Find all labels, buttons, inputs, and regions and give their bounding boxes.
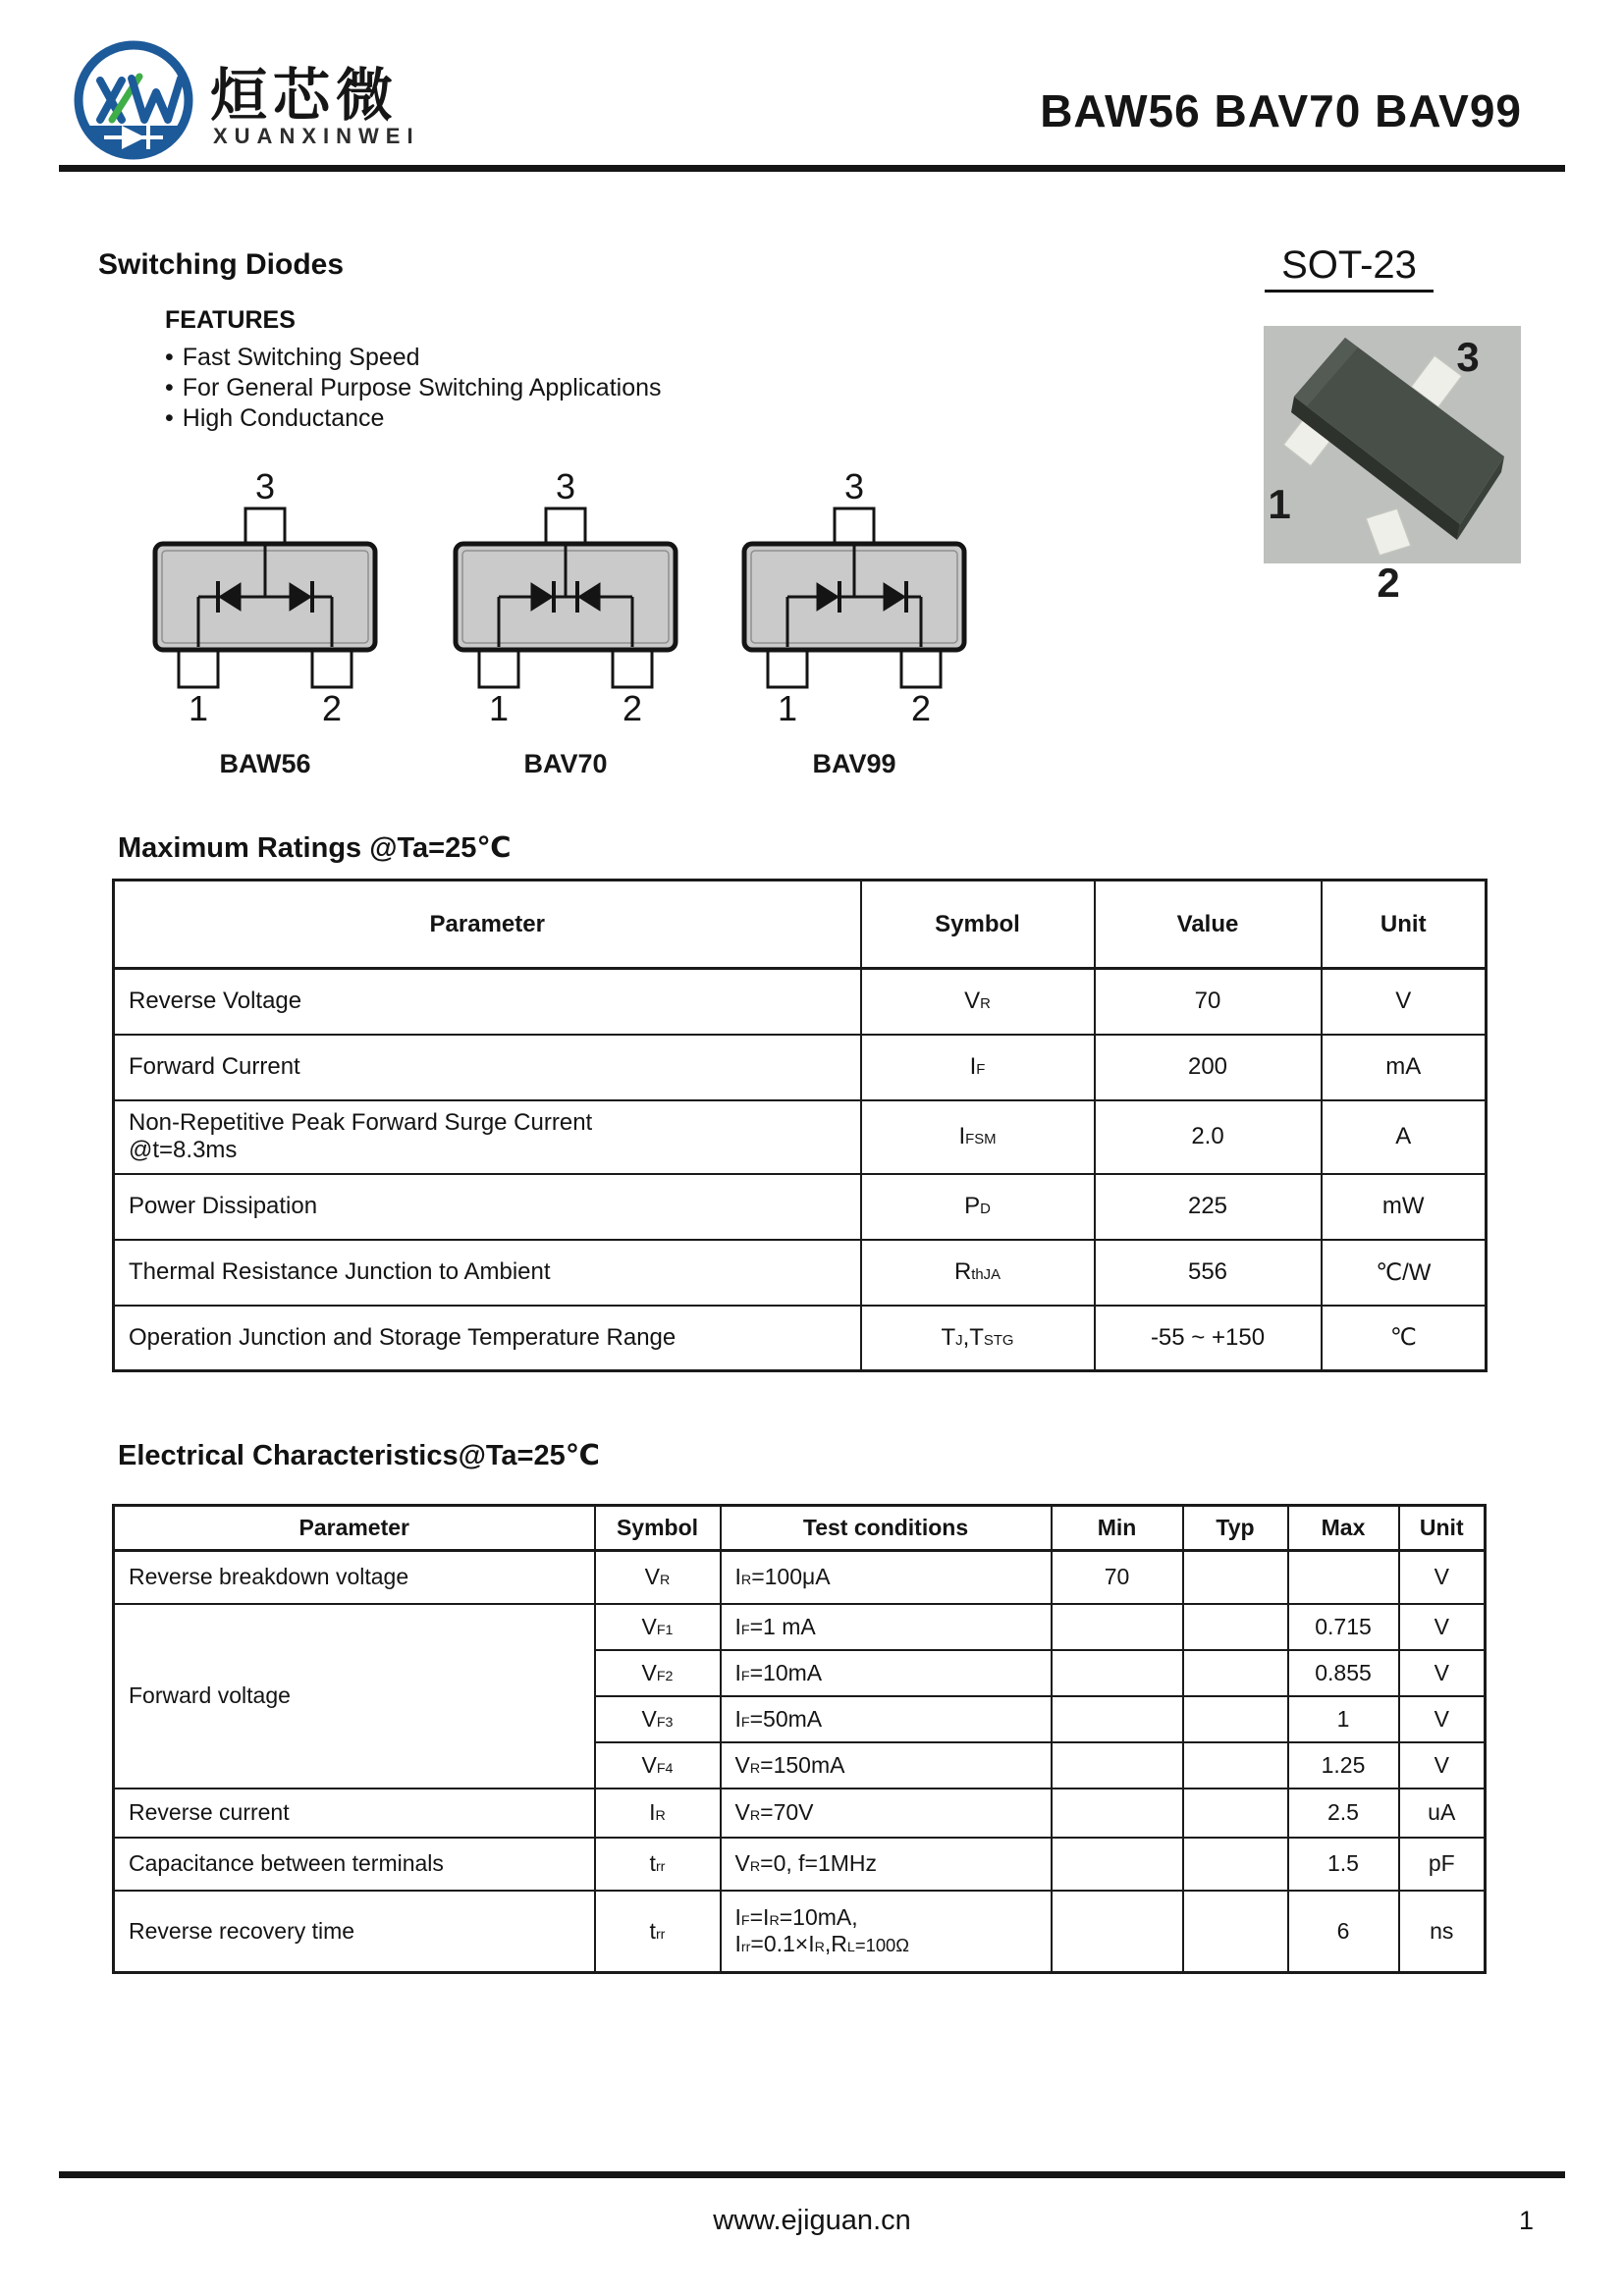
cell-test-conditions: VR=150mA xyxy=(721,1742,1052,1789)
page-number: 1 xyxy=(1518,2206,1534,2235)
cell-unit: mW xyxy=(1322,1174,1487,1240)
table-row xyxy=(114,1838,1486,1891)
electrical-heading: Electrical Characteristics@Ta=25℃ xyxy=(118,1440,600,1471)
cell-test-conditions: VR=70V xyxy=(721,1789,1052,1838)
pin2-tab xyxy=(312,648,352,687)
cell-unit: mA xyxy=(1322,1035,1487,1100)
condition-line2: Irr=0.1×IR,RL=100Ω xyxy=(734,1931,910,1957)
cell-symbol: VF3 xyxy=(595,1696,721,1742)
pin2-label: 2 xyxy=(321,688,343,728)
cell-parameter: Power Dissipation xyxy=(114,1174,861,1240)
features-title: FEATURES xyxy=(165,306,296,334)
cell-symbol: IR xyxy=(595,1789,721,1838)
col-value: Value xyxy=(1095,881,1322,969)
cell-symbol: trr xyxy=(595,1838,721,1891)
col-max: Max xyxy=(1288,1506,1399,1551)
cell-parameter: Reverse Voltage xyxy=(114,969,861,1035)
feature-item xyxy=(165,343,662,373)
footer-rule xyxy=(59,2171,1565,2178)
col-symbol: Symbol xyxy=(861,881,1095,969)
cell-unit: V xyxy=(1399,1742,1486,1789)
cell-min: 70 xyxy=(1052,1551,1183,1604)
cell-parameter: Thermal Resistance Junction to Ambient xyxy=(114,1240,861,1306)
feature-item xyxy=(165,373,662,403)
table-row xyxy=(114,1100,1487,1174)
cell-typ xyxy=(1183,1604,1288,1650)
pin1-label: 1 xyxy=(488,688,510,728)
col-unit: Unit xyxy=(1399,1506,1486,1551)
col-min: Min xyxy=(1052,1506,1183,1551)
diagram-bav99 xyxy=(736,469,972,779)
cell-typ xyxy=(1183,1650,1288,1696)
pin1-tab xyxy=(479,648,518,687)
package-name-label: SOT-23 xyxy=(1265,243,1434,293)
col-symbol: Symbol xyxy=(595,1506,721,1551)
bullet-icon: • xyxy=(165,374,174,401)
cell-min xyxy=(1052,1838,1183,1891)
cell-unit: pF xyxy=(1399,1838,1486,1891)
cell-value: 2.0 xyxy=(1095,1100,1322,1174)
company-name-chinese: 烜芯微 xyxy=(210,64,400,128)
max-ratings-heading: Maximum Ratings @Ta=25℃ xyxy=(118,832,512,864)
cell-test-conditions: IR=100μA xyxy=(721,1551,1052,1604)
max-ratings-table xyxy=(112,879,1488,1372)
cell-value: 70 xyxy=(1095,969,1322,1035)
cell-symbol: PD xyxy=(861,1174,1095,1240)
col-unit: Unit xyxy=(1322,881,1487,969)
cell-parameter: Capacitance between terminals xyxy=(114,1838,595,1891)
cell-typ xyxy=(1183,1789,1288,1838)
pin2-label: 2 xyxy=(910,688,932,728)
cell-min xyxy=(1052,1891,1183,1973)
cell-parameter: Reverse breakdown voltage xyxy=(114,1551,595,1604)
cell-unit: ns xyxy=(1399,1891,1486,1973)
cell-unit: ℃ xyxy=(1322,1306,1487,1371)
table-row xyxy=(114,1306,1487,1371)
cell-typ xyxy=(1183,1742,1288,1789)
cell-max: 6 xyxy=(1288,1891,1399,1973)
parameter-line1: Non-Repetitive Peak Forward Surge Current xyxy=(129,1109,593,1136)
footer-website: www.ejiguan.cn xyxy=(713,2205,911,2236)
bullet-icon: • xyxy=(165,404,174,432)
cell-unit: ℃/W xyxy=(1322,1240,1487,1306)
cell-min xyxy=(1052,1650,1183,1696)
cell-symbol: VF1 xyxy=(595,1604,721,1650)
table-row xyxy=(114,1891,1486,1973)
cell-symbol: VR xyxy=(861,969,1095,1035)
feature-item xyxy=(165,403,662,434)
pin3-label: 3 xyxy=(843,469,865,507)
cell-max: 1 xyxy=(1288,1696,1399,1742)
col-parameter: Parameter xyxy=(114,1506,595,1551)
pin2-tab xyxy=(901,648,941,687)
cell-min xyxy=(1052,1789,1183,1838)
cell-unit: V xyxy=(1399,1696,1486,1742)
cell-min xyxy=(1052,1604,1183,1650)
cell-unit: V xyxy=(1399,1551,1486,1604)
cell-unit: V xyxy=(1322,969,1487,1035)
cell-parameter: Reverse recovery time xyxy=(114,1891,595,1973)
cell-typ xyxy=(1183,1696,1288,1742)
pin1-label: 1 xyxy=(777,688,798,728)
cell-unit: A xyxy=(1322,1100,1487,1174)
table-row xyxy=(114,1551,1486,1604)
header-rule xyxy=(59,165,1565,172)
cell-min xyxy=(1052,1742,1183,1789)
diagram-baw56 xyxy=(147,469,383,779)
bullet-icon: • xyxy=(165,344,174,371)
cell-symbol: IF xyxy=(861,1035,1095,1100)
feature-text: Fast Switching Speed xyxy=(182,344,420,371)
cell-unit: uA xyxy=(1399,1789,1486,1838)
cell-parameter: Reverse current xyxy=(114,1789,595,1838)
cell-test-conditions: VR=0, f=1MHz xyxy=(721,1838,1052,1891)
pin2-tab xyxy=(613,648,652,687)
cell-parameter xyxy=(114,1100,861,1174)
condition-line1: IF=IR=10mA, xyxy=(734,1904,858,1931)
table-row xyxy=(114,969,1487,1035)
cell-value: 556 xyxy=(1095,1240,1322,1306)
cell-parameter: Operation Junction and Storage Temperature Range xyxy=(114,1306,861,1371)
pin3-tab xyxy=(835,508,874,546)
cell-symbol: VR xyxy=(595,1551,721,1604)
cell-value: 200 xyxy=(1095,1035,1322,1100)
package-photo xyxy=(1264,326,1521,606)
cell-test-conditions: IF=1 mA xyxy=(721,1604,1052,1650)
cell-symbol: RthJA xyxy=(861,1240,1095,1306)
pin3-tab xyxy=(546,508,585,546)
part-numbers-title: BAW56 BAV70 BAV99 xyxy=(1040,85,1522,136)
cell-max: 1.5 xyxy=(1288,1838,1399,1891)
pin3-label: 3 xyxy=(555,469,576,507)
cell-test-conditions: IF=10mA xyxy=(721,1650,1052,1696)
cell-max xyxy=(1288,1551,1399,1604)
cell-symbol: VF2 xyxy=(595,1650,721,1696)
cell-min xyxy=(1052,1696,1183,1742)
pin3-tab xyxy=(245,508,285,546)
cell-parameter: Forward voltage xyxy=(114,1604,595,1789)
col-test-conditions: Test conditions xyxy=(721,1506,1052,1551)
cell-typ xyxy=(1183,1891,1288,1973)
col-parameter: Parameter xyxy=(114,881,861,969)
pin1-label: 1 xyxy=(188,688,209,728)
cell-symbol: IFSM xyxy=(861,1100,1095,1174)
cell-test-conditions: IF=50mA xyxy=(721,1696,1052,1742)
table-header-row xyxy=(114,1506,1486,1551)
cell-unit: V xyxy=(1399,1604,1486,1650)
cell-max: 1.25 xyxy=(1288,1742,1399,1789)
pin1-tab xyxy=(768,648,807,687)
cell-max: 2.5 xyxy=(1288,1789,1399,1838)
table-row xyxy=(114,1604,1486,1650)
electrical-table xyxy=(112,1504,1487,1974)
cell-typ xyxy=(1183,1838,1288,1891)
feature-text: High Conductance xyxy=(182,404,385,432)
cell-parameter: Forward Current xyxy=(114,1035,861,1100)
cell-symbol: trr xyxy=(595,1891,721,1973)
photo-pin3-label: 3 xyxy=(1456,334,1480,380)
features-section xyxy=(165,306,662,434)
feature-text: For General Purpose Switching Applications xyxy=(182,374,662,401)
diagram-caption: BAW56 xyxy=(219,749,311,778)
diagram-caption: BAV99 xyxy=(812,749,896,778)
diagram-baw56-drawing xyxy=(147,469,383,732)
pin2-label: 2 xyxy=(622,688,643,728)
table-row xyxy=(114,1789,1486,1838)
photo-pin2-label: 2 xyxy=(1377,560,1400,606)
table-row xyxy=(114,1240,1487,1306)
cell-test-conditions xyxy=(721,1891,1052,1973)
diagram-bav70 xyxy=(448,469,683,779)
table-row xyxy=(114,1035,1487,1100)
cell-value: 225 xyxy=(1095,1174,1322,1240)
cell-symbol: VF4 xyxy=(595,1742,721,1789)
table-row xyxy=(114,1174,1487,1240)
cell-unit: V xyxy=(1399,1650,1486,1696)
photo-pin1-label: 1 xyxy=(1268,481,1291,527)
parameter-line2: @t=8.3ms xyxy=(129,1137,238,1163)
company-logo xyxy=(69,35,198,167)
cell-max: 0.715 xyxy=(1288,1604,1399,1650)
diagram-caption: BAV70 xyxy=(523,749,608,778)
company-name-english: XUANXINWEI xyxy=(213,124,420,148)
cell-max: 0.855 xyxy=(1288,1650,1399,1696)
cell-value: -55 ~ +150 xyxy=(1095,1306,1322,1371)
pin1-tab xyxy=(179,648,218,687)
table-header-row xyxy=(114,881,1487,969)
cell-symbol: TJ,TSTG xyxy=(861,1306,1095,1371)
diagram-bav70-drawing xyxy=(448,469,683,732)
cell-typ xyxy=(1183,1551,1288,1604)
pin3-label: 3 xyxy=(254,469,276,507)
category-heading: Switching Diodes xyxy=(98,248,345,281)
diagram-bav99-drawing xyxy=(736,469,972,732)
col-typ: Typ xyxy=(1183,1506,1288,1551)
